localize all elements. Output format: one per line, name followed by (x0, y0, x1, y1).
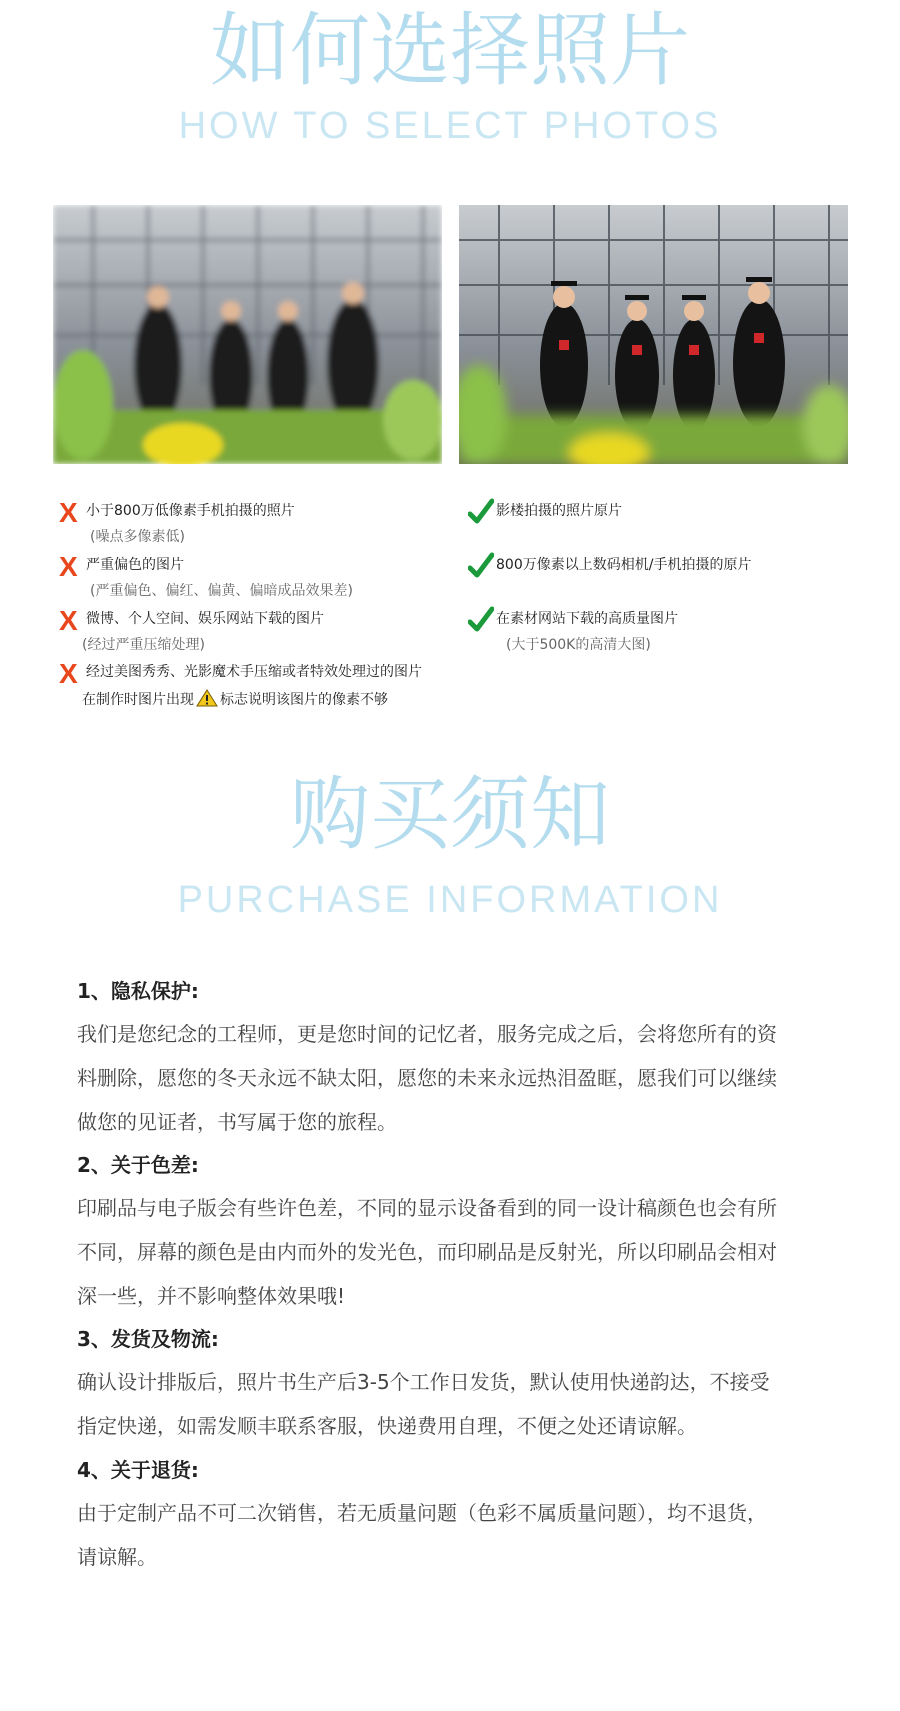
svg-text:X: X (59, 606, 78, 634)
clear-graduation-photo (459, 205, 848, 464)
cross-icon (58, 552, 80, 580)
section-subtitle-purchase-info: PURCHASE INFORMATION (177, 879, 723, 921)
check-icon (468, 552, 494, 580)
notice-line: 指定快递，如需发顺丰联系客服，快递费用自理，不便之处还请谅解。 (77, 1414, 697, 1438)
cross-icon (58, 659, 80, 687)
good-criterion-note: (大于500K的高清大图) (506, 637, 651, 653)
section-title-select-photos: 如何选择照片 (210, 4, 690, 97)
warning-icon (196, 689, 218, 707)
good-criterion-label: 在素材网站下载的高质量图片 (496, 611, 678, 627)
notice-line: 做您的见证者，书写属于您的旅程。 (77, 1110, 397, 1134)
note-after-warning: 标志说明该图片的像素不够 (220, 692, 388, 708)
bad-criterion-note: (严重偏色、偏红、偏黄、偏暗成品效果差) (90, 583, 353, 599)
check-icon (468, 606, 494, 634)
notice-line: 由于定制产品不可二次销售，若无质量问题（色彩不属质量问题），均不退货， (77, 1501, 767, 1525)
bad-criterion-note (82, 689, 388, 709)
notice-line: 料删除，愿您的冬天永远不缺太阳，愿您的未来永远热泪盈眶，愿我们可以继续 (77, 1066, 777, 1090)
bad-criterion-label: 经过美图秀秀、光影魔术手压缩或者特效处理过的图片 (86, 664, 422, 680)
notice-line: 我们是您纪念的工程师，更是您时间的记忆者，服务完成之后，会将您所有的资 (77, 1022, 777, 1046)
notice-line: 请谅解。 (77, 1545, 157, 1569)
note-before-warning: 在制作时图片出现 (82, 692, 194, 708)
notice-heading-shipping: 3、发货及物流: (77, 1327, 219, 1351)
check-icon (468, 498, 494, 526)
notice-heading-returns: 4、关于退货: (77, 1458, 199, 1482)
notice-line: 确认设计排版后，照片书生产后3-5个工作日发货，默认使用快递韵达，不接受 (77, 1370, 770, 1394)
bad-criterion-label: 微博、个人空间、娱乐网站下载的图片 (86, 611, 324, 627)
bad-criterion-note: (噪点多像素低) (90, 529, 185, 545)
notice-line: 印刷品与电子版会有些许色差，不同的显示设备看到的同一设计稿颜色也会有所 (77, 1196, 777, 1220)
notice-heading-privacy: 1、隐私保护: (77, 979, 199, 1003)
notice-line: 不同，屏幕的颜色是由内而外的发光色，而印刷品是反射光，所以印刷品会相对 (77, 1240, 777, 1264)
svg-text:X: X (59, 498, 78, 526)
section-subtitle-select-photos: HOW TO SELECT PHOTOS (178, 105, 722, 147)
bad-criterion-label: 严重偏色的图片 (86, 557, 184, 573)
svg-text:X: X (59, 552, 78, 580)
bad-criterion-label: 小于800万低像素手机拍摄的照片 (86, 503, 295, 519)
blurry-graduation-photo (53, 205, 442, 464)
cross-icon (58, 498, 80, 526)
section-title-purchase-info: 购买须知 (290, 768, 610, 861)
svg-text:X: X (59, 659, 78, 687)
notice-line: 深一些，并不影响整体效果哦! (77, 1284, 346, 1308)
good-criterion-label: 800万像素以上数码相机/手机拍摄的原片 (496, 557, 752, 573)
good-criterion-label: 影楼拍摄的照片原片 (496, 503, 622, 519)
cross-icon (58, 606, 80, 634)
notice-heading-color-difference: 2、关于色差: (77, 1153, 199, 1177)
bad-criterion-note: (经过严重压缩处理) (82, 637, 205, 653)
